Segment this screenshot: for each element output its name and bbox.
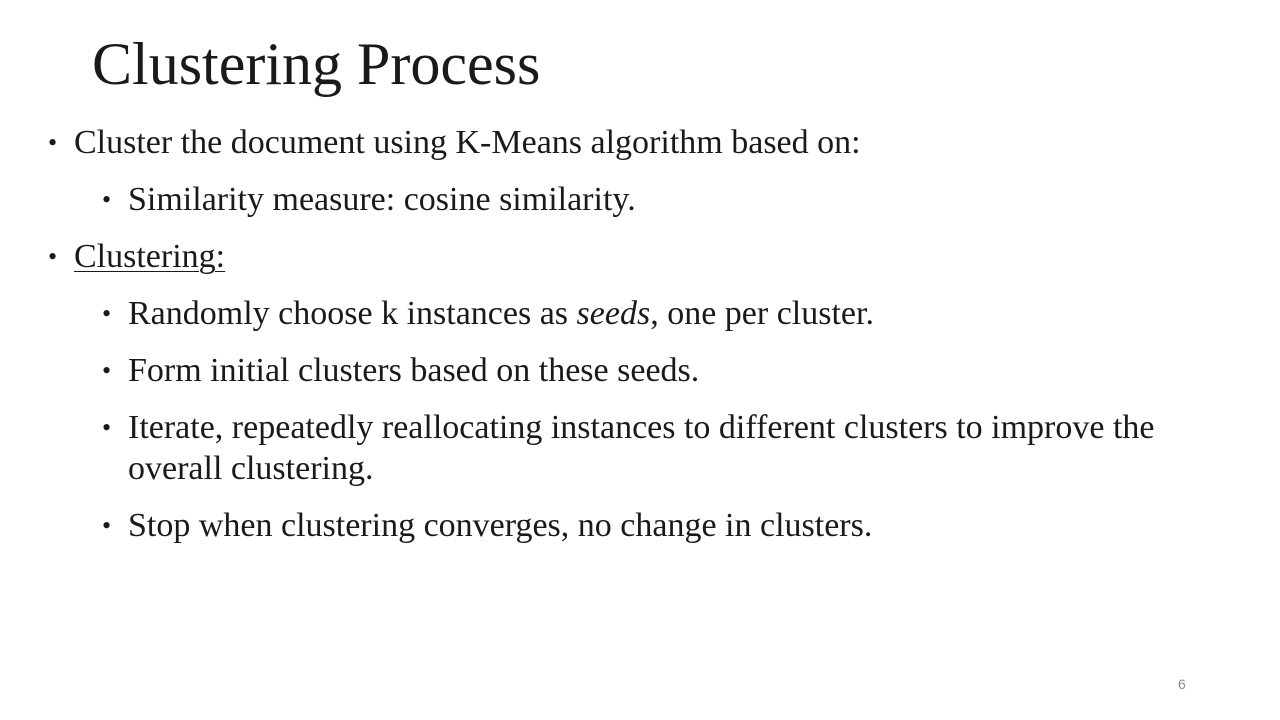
- bullet-dot-icon: •: [48, 242, 58, 271]
- bullet-dot-icon: •: [102, 413, 112, 442]
- bullet-text-part: , one per cluster.: [650, 295, 874, 332]
- bullet-dot-icon: •: [48, 128, 58, 157]
- bullet-list: [48, 122, 1168, 562]
- bullet-text: Form initial clusters based on these seeds.: [128, 352, 700, 389]
- bullet-dot-icon: •: [102, 299, 112, 328]
- sub-bullet-item: [102, 179, 1168, 220]
- sub-bullet-item: [102, 505, 1168, 546]
- page-number: 6: [1178, 676, 1186, 692]
- bullet-text: Cluster the document using K-Means algorithm based on:: [74, 124, 861, 161]
- slide-title: Clustering Process: [92, 31, 541, 97]
- bullet-text: Iterate, repeatedly reallocating instances to different clusters to improve the overall clustering.: [128, 409, 1155, 487]
- bullet-text: Similarity measure: cosine similarity.: [128, 181, 636, 218]
- bullet-dot-icon: •: [102, 356, 112, 385]
- sub-bullet-item: [102, 350, 1168, 391]
- bullet-item: [48, 236, 1168, 277]
- sub-bullet-item: [102, 293, 1168, 334]
- bullet-item: [48, 122, 1168, 163]
- bullet-text: Stop when clustering converges, no change in clusters.: [128, 507, 873, 544]
- bullet-dot-icon: •: [102, 185, 112, 214]
- bullet-text-part: Randomly choose k instances as: [128, 295, 577, 332]
- bullet-dot-icon: •: [102, 511, 112, 540]
- emphasis-seeds: seeds: [576, 295, 651, 332]
- bullet-text: [128, 295, 874, 332]
- section-heading-clustering: Clustering:: [74, 238, 226, 275]
- sub-bullet-item: [102, 407, 1168, 489]
